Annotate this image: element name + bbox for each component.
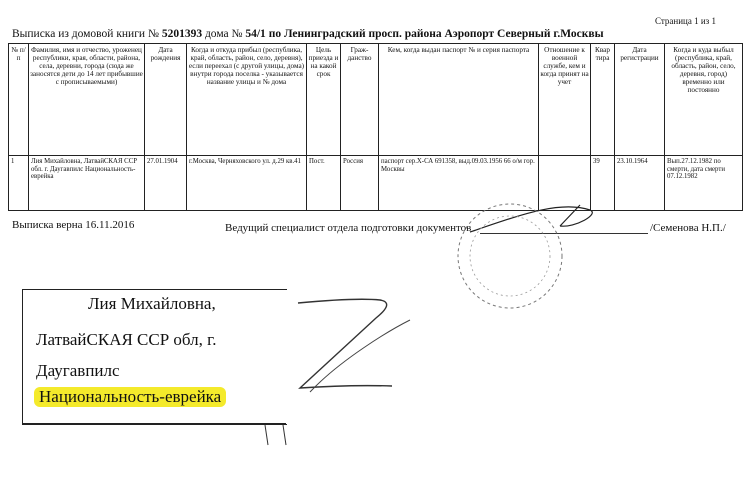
z-curve-mark bbox=[310, 320, 410, 392]
column-header: Фамилия, имя и отчество, уроженец республики, края, области, района, села, деревни, города (сюда же заносятся дети до 14 лет прибывшие с прописываемыми) bbox=[29, 44, 145, 156]
cell-departed: Вып.27.12.1982 по смерти, дата смерти 07.12.1982 bbox=[665, 156, 743, 211]
cell-reg-date: 23.10.1964 bbox=[615, 156, 665, 211]
book-number: 5201393 bbox=[161, 28, 203, 40]
cell-apartment: 39 bbox=[591, 156, 615, 211]
house-number: 54/1 bbox=[245, 28, 266, 40]
column-header: Дата регистрации bbox=[615, 44, 665, 156]
column-header: № п/п bbox=[9, 44, 29, 156]
column-header: Когда и откуда прибыл (республика, край, область, район, село, деревня), если переехал (с другой улицы, дома) внутри города поселка - указывается название улицы и № дома bbox=[187, 44, 307, 156]
z-cancel-mark bbox=[298, 299, 392, 388]
house-prefix: дома № bbox=[204, 28, 243, 40]
cell-citizenship: Россия bbox=[341, 156, 379, 211]
cell-num: 1 bbox=[9, 156, 29, 211]
stamp-ring bbox=[458, 204, 562, 308]
column-header: Отношение к военной службе, кем и когда принят на учет bbox=[539, 44, 591, 156]
address: по Ленинградский просп. района Аэропорт Северный г.Москвы bbox=[268, 28, 604, 40]
title-prefix: Выписка из домовой книги № bbox=[12, 28, 159, 40]
zoom-line-4-highlight: Национальность-еврейка bbox=[34, 387, 226, 407]
specialist-title: Ведущий специалист отдела подготовки документов bbox=[225, 222, 472, 234]
cell-arrived: г.Москва, Черняховского ул. д.29 кв.41 bbox=[187, 156, 307, 211]
tick-mark bbox=[283, 425, 286, 445]
zoom-line-2: ЛатвайСКАЯ ССР обл, г. bbox=[36, 330, 217, 349]
column-header: Кем, когда выдан паспорт № и серия паспорта bbox=[379, 44, 539, 156]
tick-mark bbox=[265, 425, 268, 445]
page-number: Страница 1 из 1 bbox=[655, 16, 716, 26]
column-header: Когда и куда выбыл (республика, край, область, район, село, деревня, город) временно или постоянно bbox=[665, 44, 743, 156]
zoom-line-1: Лия Михайловна, bbox=[88, 294, 216, 313]
column-header: Цель приезда и на какой срок bbox=[307, 44, 341, 156]
verified-date: Выписка верна 16.11.2016 bbox=[12, 219, 135, 231]
cell-purpose: Пост. bbox=[307, 156, 341, 211]
cell-birth: 27.01.1904 bbox=[145, 156, 187, 211]
zoom-line-3: Даугавпилс bbox=[36, 361, 120, 380]
column-header: Дата рождения bbox=[145, 44, 187, 156]
cell-passport: паспорт сер.Х-СА 691358, выд.09.03.1956 66 о/м гор. Москвы bbox=[379, 156, 539, 211]
column-header: Граж-данство bbox=[341, 44, 379, 156]
signer-name: /Семенова Н.П./ bbox=[650, 222, 726, 234]
zoom-inset-bottom bbox=[22, 423, 286, 424]
column-header: Квар тира bbox=[591, 44, 615, 156]
cell-name: Лия Михайловна, ЛатвайСКАЯ ССР обл. г. Даугавпилс Национальность-еврейка bbox=[29, 156, 145, 211]
